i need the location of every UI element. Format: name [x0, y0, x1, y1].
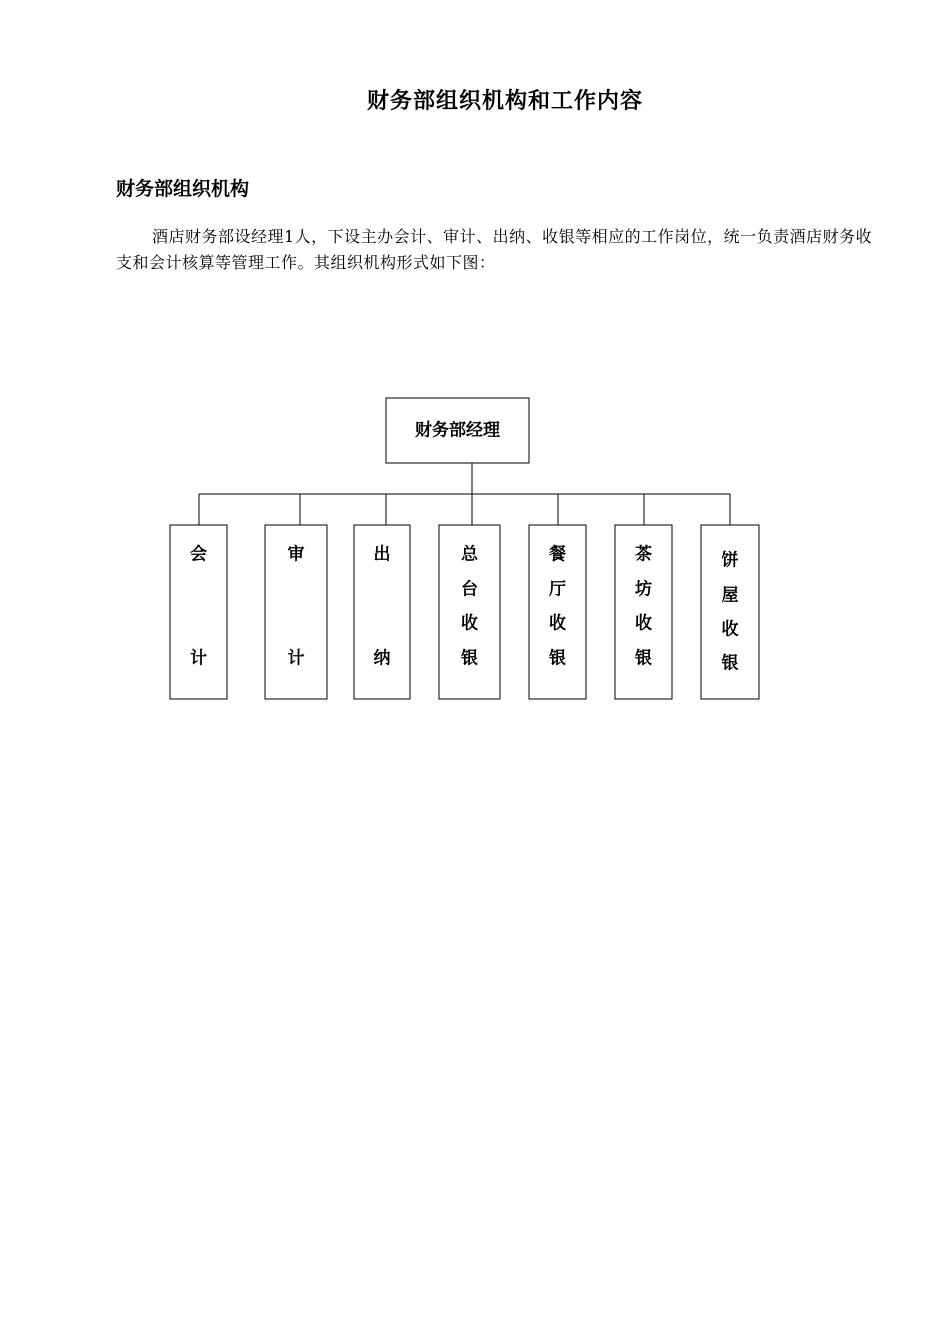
child-label-char: 饼: [721, 550, 739, 571]
child-node-6: [615, 525, 672, 699]
child-node-7: [701, 525, 759, 699]
child-label-char: 银: [635, 648, 652, 669]
child-label-char: 总: [461, 544, 478, 565]
intro-paragraph: 酒店财务部设经理1人，下设主办会计、审计、出纳、收银等相应的工作岗位，统一负责酒店财务收支和会计核算等管理工作。其组织机构形式如下图：: [116, 227, 873, 272]
child-label-char: 收: [461, 613, 478, 634]
child-node-1: [170, 525, 227, 699]
child-label-char: 收: [721, 619, 739, 640]
root-node: [386, 398, 529, 463]
child-label-char: 收: [635, 613, 652, 634]
child-node-2: [265, 525, 327, 699]
section-heading: 财务部组织机构: [116, 178, 250, 200]
child-drops: [199, 494, 730, 525]
child-label-char: 出: [373, 544, 391, 565]
child-node-3: [354, 525, 410, 699]
child-label-char: 纳: [373, 648, 391, 669]
child-label-char: 收: [549, 613, 566, 634]
child-label-char: 茶: [635, 544, 652, 565]
child-label-char: 审: [287, 544, 305, 565]
child-label-char: 餐: [549, 544, 566, 565]
document-title: 财务部组织机构和工作内容: [366, 88, 643, 114]
child-node-4: [439, 525, 500, 699]
child-nodes: [170, 525, 759, 699]
child-label-char: 银: [461, 648, 478, 669]
child-label-char: 计: [190, 648, 207, 669]
child-label-char: 坊: [635, 579, 652, 600]
child-node-5: [529, 525, 586, 699]
child-label-char: 台: [461, 579, 478, 600]
root-label: 财务部经理: [415, 420, 500, 441]
child-label-char: 会: [190, 544, 207, 565]
child-label-char: 厅: [549, 579, 566, 600]
child-label-char: 屋: [721, 585, 739, 606]
child-label-char: 银: [549, 648, 566, 669]
child-label-char: 计: [287, 648, 305, 669]
child-label-char: 银: [721, 653, 739, 674]
org-connectors: [199, 463, 730, 525]
